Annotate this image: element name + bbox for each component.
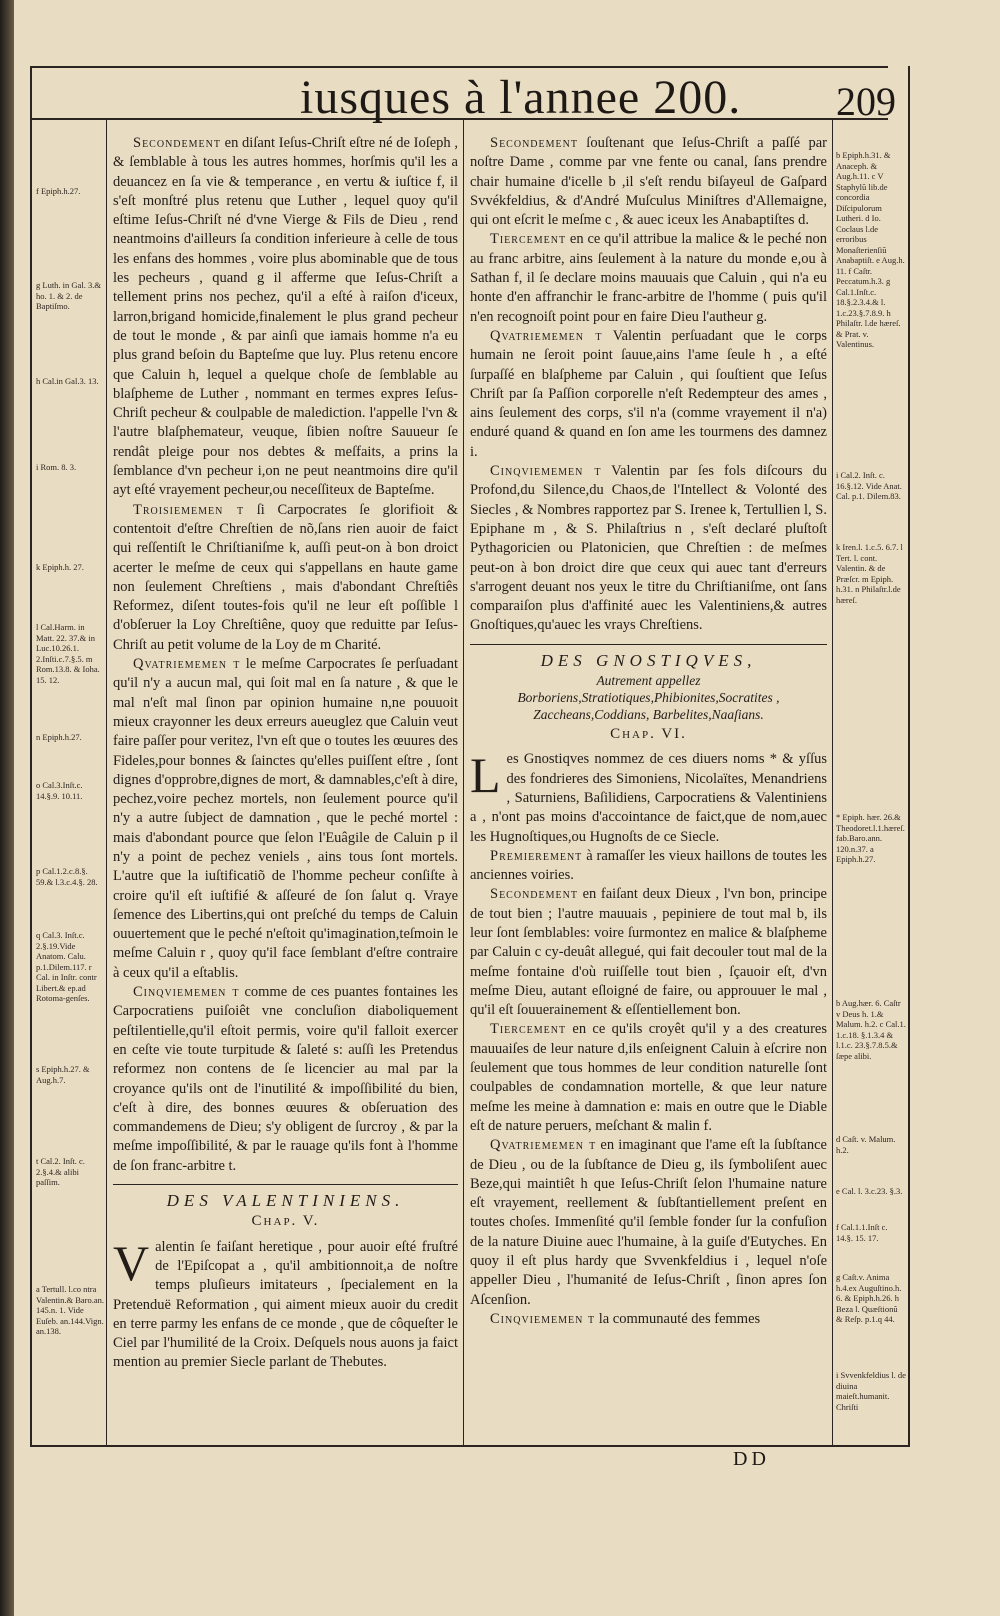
paragraph: Tiercement en ce qu'ils croyêt qu'il y a des creatures mauuaiſes de leur nature d,ils enſeignent Caluin à eſcrire non ſeulement que tous hommes de leur condition naturelle ſont coulpables de condamnation mortelle, & que leur nature meſme les meine à damnation e: mais en outre que le Diable eſt de nature peruers, meſchant & malin f. (470, 1021, 827, 1134)
margin-note: e Cal. l. 3.c.23. §.3. (836, 1186, 903, 1196)
margin-note: * Epiph. hær. 26.& Theodoret.l.1.hæreſ. fab.Baro.ann. 120.n.37. a Epiph.h.27. (836, 812, 905, 864)
margin-note: l Cal.Harm. in Matt. 22. 37.& in Luc.10.26.1. 2.Inſti.c.7.§.5. m Rom.13.8. & Ioha. 15. 12. (36, 622, 100, 685)
frame-left-rule (30, 66, 32, 1446)
margin-note: k Epiph.h. 27. (36, 562, 84, 572)
paragraph: Cinqviememen t Valentin par ſes fols diſcours du Profond,du Silence,du Chaos,de l'Intellect & Volonté des Siecles , & Nombres rapportez par S. Irenee k, Tertullien l, S. Epiphane m , & S. Philaſtrius n , s'eſt declaré pluſtoſt Pythagoricien ou Platonicien, que Chreſtien : de meſmes peut-on à bon droict dire que ceux qui auec tant d'erreurs s'arrogent deuant nos yeux le titre du Chriſtianiſme, ont ſans comparaiſon plus d'affinité auec les Valentiniens,& autres Gnoſtiques,qu'auec les vrays Chreſtiens. (470, 463, 827, 634)
signature-mark: DD (733, 1448, 770, 1470)
frame-inner-left-rule (106, 118, 107, 1446)
margin-note: n Epiph.h.27. (36, 732, 82, 742)
margin-note: h Cal.in Gal.3. 13. (36, 376, 99, 386)
paragraph: Premierement à ramaſſer les vieux haillons de toutes les anciennes voiries. (470, 847, 827, 884)
bottom-rule (30, 1445, 910, 1447)
margin-note: q Cal.3. Inſt.c. 2.§.19.Vide Anatom. Calu. p.1.Dilem.117. r Cal. in Inſtr. contr Libert.& ep.ad Rotoma-genſes. (36, 930, 97, 1003)
margin-note: g Caſt.v. Anima h.4.ex Auguſtino.h. 6. & Epiph.h.26. h Beza l. Quæſtionũ & Reſp. p.1.q 44. (836, 1272, 902, 1324)
margin-note: i Rom. 8. 3. (36, 462, 77, 472)
margin-note: f Epiph.h.27. (36, 186, 81, 196)
margin-note: i Svvenkfeldius l. de diuina maieſt.humanit. Chriſti (836, 1370, 906, 1412)
paragraph: Troisiememen t ſi Carpocrates ſe glorifioit & contentoit d'eſtre Chreſtien de nõ,ſans rien auoir de faict qui reſſentiſt le Chriſtianiſme k, auſſi peut-on à bon droict acerter le meſme de ceux qui s'appellans en haute game non ſeulement Chreſtiens , mais d'abondant Chreſtiês Reformez, diſent toutes-fois qu'il ne leur eſt poſſible l d'obſeruer la Loy Chreſtiêne, quoy que reduitte par Ieſus-Chriſt au petit volume de la Loy de m Charité. (113, 501, 458, 653)
paragraph: Secondement en faiſant deux Dieux , l'vn bon, principe de tout bien ; l'autre mauuais , pepiniere de tout mal b, ils leur ſont ſemblables: voire ſurmontez en malice & blaſpheme par Caluin c cy-deuât allegué, qui fait decouler tout mal de la meſme fontaine d'où ruiſſelle tout bien , ſçauoir eſt, d'vn meſme Dieu, autant eſloigné de faire, ou approuuer le mal , qu'il eſt ſouuerainement & eſſentiellement bon. (470, 886, 827, 1019)
margin-note: k Iren.l. 1.c.5. 6.7. l Tert. l. cont. Valentin. & de Præſcr. m Epiph. h.31. n Philaſtr.l.de hæreſ. (836, 542, 903, 605)
paragraph: Qvatriememen t Valentin perſuadant que le corps humain ne ſeroit point ſauue,ains l'ame ſeule h , a eſté ſurpaſſé en blaſpheme par Caluin , qui ſouſtient que Ieſus Chriſt par ſa Paſſion corporelle n'eſt Redempteur des ames , ains ſeulement des corps, s'il n'a (comme vrayement il n'a) enduré quand & quand en ſon ame les tourmens des damnez i. (470, 327, 827, 460)
margin-note: b Aug.hær. 6. Caſtr v Deus h. 1.& Malum. h.2. c Cal.1. 1.c.18. §.1.3.4 & l.1.c. 23.§.7.8.5.& ſæpe alibi. (836, 998, 906, 1061)
paragraph: Les Gnostiqves nommez de ces diuers noms * & yſſus des fondrieres des Simoniens, Nicolaïtes, Menandriens , Saturniens, Baſilidiens, Carpocratiens & Valentiniens a , n'ont pas moins d'accointance de faict,que de nom,auec les Hugnoſtiques,ou Hugnoſts de ce Siecle. (470, 747, 827, 845)
margin-note: t Cal.2. Inſt. c. 2.§.4.& alibi paſſim. (36, 1156, 85, 1187)
margin-note: o Cal.3.Inſt.c. 14.§.9. 10.11. (36, 780, 83, 801)
paragraph: Cinqviememen t comme de ces puantes fontaines les Carpocratiens puiſoiêt vne concluſion diaboliquement peſtilentielle,qu'il eſtoit permis, voire qu'il falloit exercer en ceſte vie toute turpitude & ſaleté s: auſſi les Pretendus reformez non contens de ſe licencier au mal par la croyance qu'ils ont de l'inutilité & impoſſibilité du bien, c'eſt à dire, des bonnes œuures & obſeruation des commandemens de Dieu; s'y obligent de ſurcroy , & par la meſme impoſſibilité, & par le rauage qu'ils font à l'homme de ſon franc-arbitre t. (113, 984, 458, 1174)
paragraph: Secondement ſouſtenant que Ieſus-Chriſt a paſſé par noſtre Dame , comme par vne fente ou canal, ſans prendre chair humaine d'icelle b ,il s'eſt rendu biſayeul de Gaſpard Svvékfeldius, & d'André Muſculus Miniſtres d'Allemaigne, qui ont eſcrit le meſme c , & auec iceux les Anabaptiſtes d. (470, 135, 827, 229)
margin-note: s Epiph.h.27. & Aug.h.7. (36, 1064, 90, 1085)
left-text-column (113, 134, 458, 1373)
margin-note: a Tertull. l.co ntra Valentin.& Baro.an. 145.n. 1. Vide Euſeb. an.144.Vign. an.138. (36, 1284, 104, 1336)
margin-note: d Caſt. v. Malum. h.2. (836, 1134, 896, 1155)
margin-note: p Cal.1.2.c.8.§. 59.& l.3.c.4.§. 28. (36, 866, 98, 887)
running-title: iusques à l'annee 200. (300, 71, 742, 124)
section-separator (470, 644, 827, 645)
paragraph: Valentin ſe faiſant heretique , pour auoir eſté fruſtré de l'Epiſcopat a , qu'il ambitionnoit,a de noſtre temps pluſieurs imitateurs , ſpecialement en la Pretenduë Reformation , qui aiment mieux auoir du credit en terre parmy les enfans de ce monde , que de côqueſter le Ciel par l'humilité de la Croix. Deſquels nous auons ja faict mention au premier Siecle parlant de Thebutes. (113, 1234, 458, 1371)
paragraph: Cinqviememen t la communauté des femmes (490, 1310, 761, 1327)
chapter-heading: Chap. VI. (610, 726, 687, 743)
binding-gutter (0, 0, 14, 1616)
section-subtitle: Autrement appellez Borboriens,Stratiotiques,Phibionites,Socratites , Zaccheans,Coddians, Barbelites,Naaſians. (517, 673, 780, 723)
section-title: DES VALENTINIENS. (166, 1191, 405, 1211)
paragraph: Secondement en diſant Ieſus-Chriſt eſtre né de Ioſeph , & ſemblable à tous les autres hommes, horſmis qu'il les a deuancez en ſa vie & temperance , en vertu & iuſtice f, il s'eſt monſtré plus retenu que Luther , lequel quoy qu'il eſtime Ieſus-Chriſt né d'vne Vierge & Fils de Dieu , rend neantmoins d'ailleurs ſa condition inferieure à celle de tous les enfans des hommes , voire plus abominable que de tous les pecheurs , quand g il afferme que Ieſus-Chriſt a tellement prins nos pechez, qu'il a eſté à raiſon d'iceux, larron,brigand homicide,finalement le plus grand pecheur de tout le monde , & par ainſi que iamais homme n'a eu plus grand beſoin du Bapteſme que luy. Plus retenu encore que Caluin h, lequel a quelque choſe de ſemblable au blaſpheme de Luther , nommant en termes expres Ieſus-Chriſt pecheur & coulpable de malediction. l'appelle l'vn & l'autre blaſphemateur, veuque, ſibien noſtre Sauueur ſe rendât pleige pour nos debtes & meſfaits, a prins la ſemblance d'vn pecheur i,on ne peut neantmoins dire qu'il ayt eſté vrayement pecheur,ou neceſſiteux de Bapteſme. (113, 135, 458, 499)
frame-inner-right-rule (832, 118, 833, 1446)
left-margin-notes (36, 124, 104, 1434)
top-rule (30, 66, 888, 68)
margin-note: i Cal.2. Inſt. c. 16.§.12. Vide Anat. Cal. p.1. Dilem.83. (836, 470, 902, 501)
paragraph: Qvatriememen t en imaginant que l'ame eſt la ſubſtance de Dieu , ou de la ſubſtance de Dieu g, ils ſymboliſent auec Beze,qui maintiêt h que Ieſus-Chriſt ſelon l'humaine nature eſt vrayement, reellement & ſubſtantiellement preſent en toutes choſes. Immenſité qu'il ſemble fonder ſur la confuſion de la nature Diuine auec l'humaine, à la guiſe d'Eutyches. En quoy il eſt plus hardy que Svvenkfeldius i , lequel n'oſe appeller Dieu , l'humanité de Ieſus-Chriſt , ſinon apres ſon Aſcenſion. (470, 1137, 827, 1308)
drop-cap: V (113, 1234, 150, 1291)
section-title: DES GNOSTIQVES, (540, 650, 757, 670)
column-divider-rule (463, 118, 464, 1446)
margin-note: b Epiph.h.31. & Anaceph. & Aug.h.11. c V Staphylũ lib.de concordia Diſcipulorum Lutheri. d Io. Coclaus l.de erroribus Monaſterienſiũ Anabaptiſt. e Aug.h. 11. f Caſtr. Peccatum.h.3. g Cal.1.Inſt.c. 18.§.2.3.4.& l. 1.c.23.§.7.8.9. h Philaſtr. l.de hæreſ. & Prat. v. Valentinus. (836, 150, 905, 349)
right-text-column (470, 134, 827, 1329)
margin-note: f Cal.1.1.Inſt c. 14.§. 15. 17. (836, 1222, 888, 1243)
page-number: 209 (836, 79, 896, 124)
margin-note: g Luth. in Gal. 3.& ho. 1. & 2. de Baptiſmo. (36, 280, 101, 311)
paragraph: Tiercement en ce qu'il attribue la malice & le peché non au franc arbitre, ains ſeulement à la nature du monde e,ou à Sathan f, il ſe declare moins mauuais que Caluin , qui n'a eu honte d'en affranchir le franc-arbitre de l'homme ( puis qu'il n'en recognoiſt point pour en faire Dieu l'autheur g. (470, 231, 827, 325)
right-margin-notes (836, 124, 906, 1434)
frame-right-rule (908, 66, 910, 1446)
section-separator (113, 1184, 458, 1185)
chapter-heading: Chap. V. (251, 1213, 320, 1230)
paragraph: Qvatriememen t le meſme Carpocrates ſe perſuadant qu'il n'y a aucun mal, qui ſoit mal en ſa nature , & que le mal n'eſt mal ſinon par opinion humaine n,ne pouuoit mieux crayonner les deux erreurs aueuglez que Caluin veut faire paſſer pour veritez, l'vn eſt que o toutes les œuures des Fideles,pour bonnes & ſainctes qu'elles puiſſent eſtre , ſont dignes d'opprobre,dignes de mort, & damnables,c'eſt à dire, pechez,voire pechez mortels, non ſeulement pource qu'il n'y a autre ſubject de damnation , que le peché mortel : mais d'abondant pource que ſelon l'Euâgile de Caluin p il n'y a point de pechez veniels , ains tous ſont mortels. L'autre que la iuſtificatiõ de l'homme pecheur conſiſte à croire qu'il eſt iuſtifié & aſſeuré de ſon ſalut q. Vraye ſemence des Libertins,qui ont preſché du temps de Caluin ouuertement que le peché n'eſtoit qu'imagination,teſmoin le meſme Caluin r , quoy qu'il face ſemblant d'eſtre contraire à ceux qu'il a eſtablis. (113, 656, 458, 981)
drop-cap: L (470, 747, 501, 804)
